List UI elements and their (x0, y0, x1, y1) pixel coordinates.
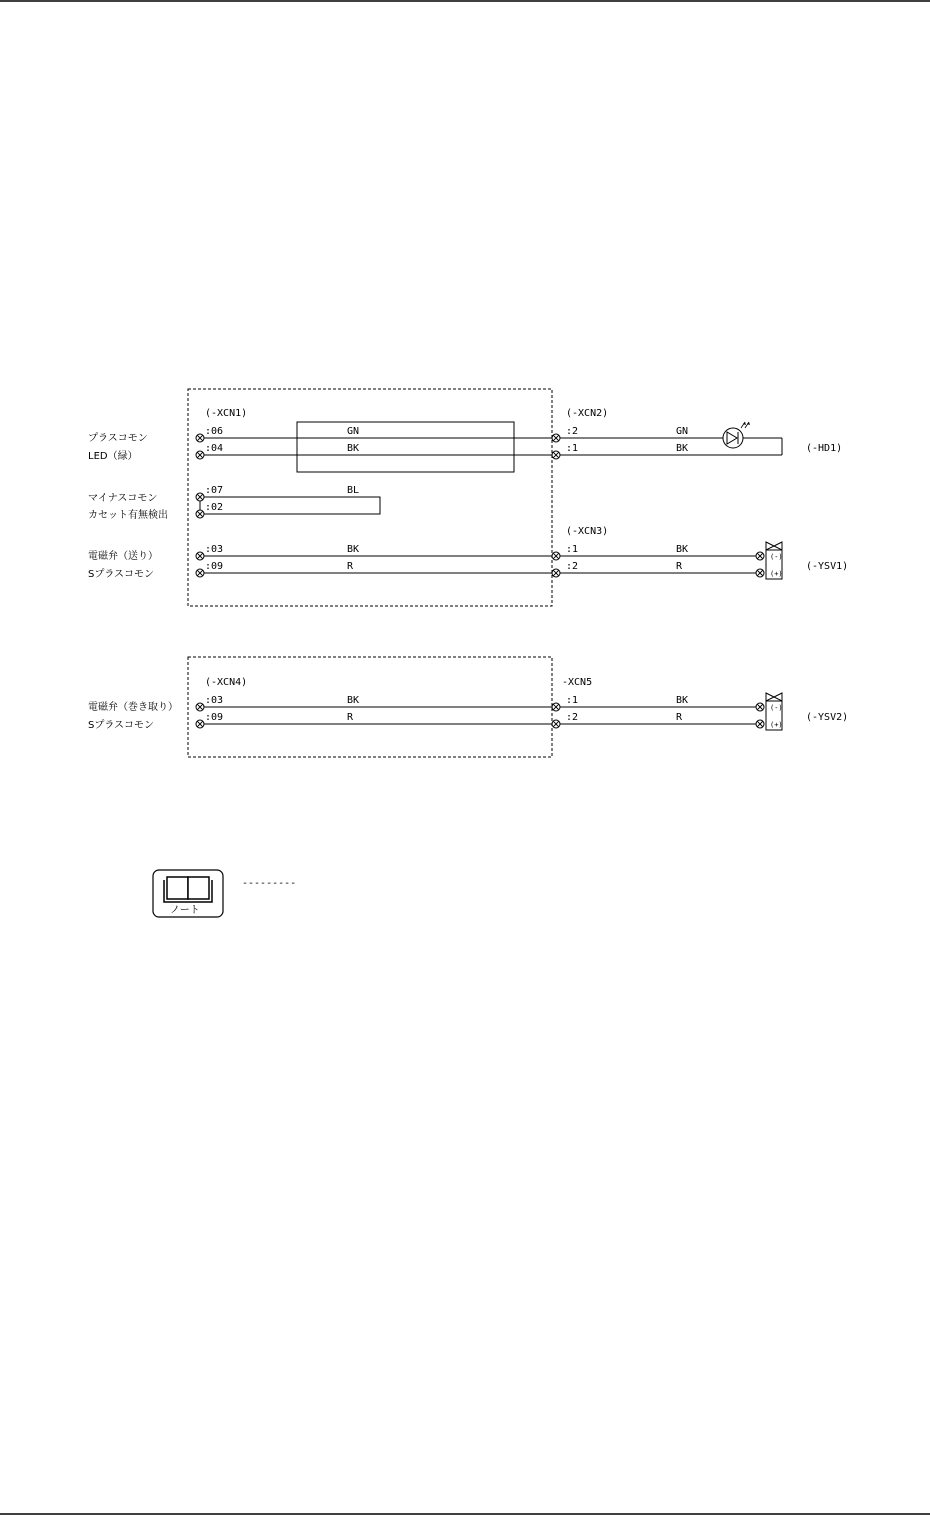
terminal-icon (552, 569, 560, 577)
signal-label: LED（緑） (88, 451, 138, 462)
solenoid-valve-icon (766, 693, 783, 730)
wire-color: BK (347, 544, 360, 555)
xcn3-label: (-XCN3) (566, 526, 609, 537)
signal-label: 電磁弁（送り） (88, 551, 158, 562)
signal-label: Sプラスコモン (88, 720, 155, 731)
terminal-icon (196, 569, 204, 577)
terminal-icon (196, 493, 204, 501)
terminal-icon (756, 703, 764, 711)
terminal-icon (196, 703, 204, 711)
svg-text:(+): (+) (770, 721, 783, 729)
wire-color: R (676, 561, 683, 572)
svg-text:(-): (-) (770, 704, 783, 712)
cable-box (297, 422, 514, 472)
pin-label: :1 (566, 544, 579, 555)
terminal-icon (756, 569, 764, 577)
terminal-icon (552, 552, 560, 560)
terminal-icon (196, 720, 204, 728)
wire-color: BK (676, 544, 689, 555)
pin-label: :06 (205, 426, 224, 437)
pin-label: :02 (205, 502, 224, 513)
terminal-icon (552, 703, 560, 711)
terminal-icon (552, 720, 560, 728)
svg-text:(+): (+) (770, 570, 783, 578)
loop-box (200, 497, 380, 514)
wire-color: R (676, 712, 683, 723)
wire-color: GN (347, 426, 360, 437)
solenoid-valve-icon (766, 542, 783, 579)
wire-color: R (347, 712, 354, 723)
pin-label: :04 (205, 443, 224, 454)
xcn2-label: (-XCN2) (566, 408, 609, 419)
signal-label: カセット有無検出 (88, 510, 168, 521)
wire-color: R (347, 561, 354, 572)
terminal-icon (196, 510, 204, 518)
pin-label: :03 (205, 695, 224, 706)
led-icon (723, 422, 750, 448)
wire-color: BK (347, 443, 360, 454)
pin-label: :2 (566, 561, 579, 572)
wire-color: BK (676, 443, 689, 454)
signal-label: マイナスコモン (88, 493, 158, 504)
xcn1-label: (-XCN1) (205, 408, 248, 419)
wire-color: BL (347, 485, 360, 496)
ysv1-label: (-YSV1) (806, 561, 849, 572)
wire-color: BK (347, 695, 360, 706)
pin-label: :09 (205, 712, 224, 723)
terminal-icon (196, 434, 204, 442)
note-icon-label: ノート (170, 905, 200, 916)
terminal-icon (756, 720, 764, 728)
terminal-icon (552, 434, 560, 442)
wire-color: BK (676, 695, 689, 706)
pin-label: :2 (566, 426, 579, 437)
terminal-icon (196, 451, 204, 459)
pin-label: :1 (566, 695, 579, 706)
terminal-icon (756, 552, 764, 560)
pin-label: :09 (205, 561, 224, 572)
xcn4-label: (-XCN4) (205, 677, 248, 688)
note-text: --------- (242, 878, 297, 889)
pin-label: :1 (566, 443, 579, 454)
signal-label: プラスコモン (88, 433, 148, 444)
terminal-icon (552, 451, 560, 459)
svg-text:(-): (-) (770, 553, 783, 561)
xcn5-label: -XCN5 (562, 677, 593, 688)
signal-label: Sプラスコモン (88, 569, 155, 580)
pin-label: :07 (205, 485, 224, 496)
ysv2-label: (-YSV2) (806, 712, 849, 723)
signal-label: 電磁弁（巻き取り） (88, 702, 178, 713)
terminal-icon (196, 552, 204, 560)
hd1-label: (-HD1) (806, 443, 843, 454)
pin-label: :03 (205, 544, 224, 555)
wire-color: GN (676, 426, 689, 437)
pin-label: :2 (566, 712, 579, 723)
